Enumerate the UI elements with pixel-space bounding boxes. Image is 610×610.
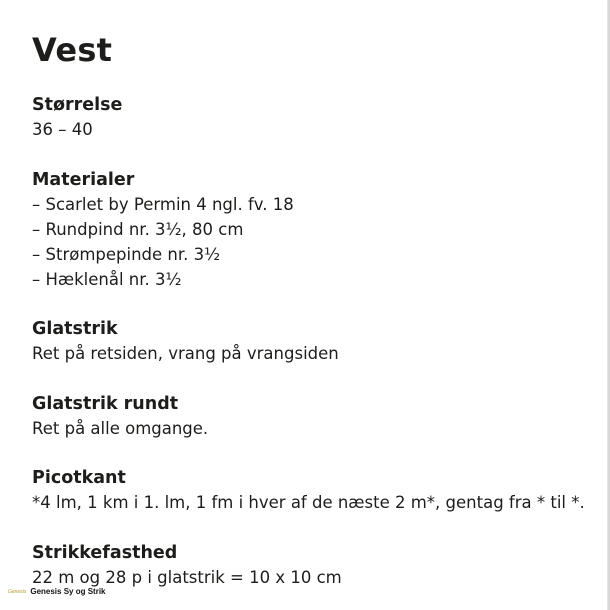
picot-section (32, 466, 585, 515)
picot-text: *4 lm, 1 km i 1. lm, 1 fm i hver af de næste 2 m*, gentag fra * til *. (32, 493, 585, 512)
stockinette-section (32, 317, 339, 366)
size-section (32, 93, 122, 142)
stockinette-heading: Glatstrik (32, 319, 118, 339)
footer-text: Genesis Sy og Strik (30, 587, 106, 596)
materials-item-crochet-hook: – Hæklenål nr. 3½ (32, 270, 182, 289)
materials-item-yarn: – Scarlet by Permin 4 ngl. fv. 18 (32, 195, 294, 214)
gauge-text: 22 m og 28 p i glatstrik = 10 x 10 cm (32, 568, 342, 587)
materials-list (32, 192, 294, 292)
materials-item-circular-needle: – Rundpind nr. 3½, 80 cm (32, 220, 244, 239)
size-heading: Størrelse (32, 95, 123, 115)
stockinette-text: Ret på retsiden, vrang på vrangsiden (32, 344, 339, 363)
footer-watermark (8, 586, 105, 598)
materials-section (32, 168, 294, 292)
materials-item-dpn: – Strømpepinde nr. 3½ (32, 245, 221, 264)
gauge-heading: Strikkefasthed (32, 543, 178, 563)
gauge-section (32, 541, 342, 590)
genesis-logo: Genesis (8, 589, 27, 595)
stockinette-round-text: Ret på alle omgange. (32, 419, 209, 438)
size-value: 36 – 40 (32, 120, 93, 139)
picot-heading: Picotkant (32, 468, 126, 488)
stockinette-round-section (32, 392, 208, 441)
materials-heading: Materialer (32, 170, 135, 190)
stockinette-round-heading: Glatstrik rundt (32, 394, 179, 414)
page-title: Vest (32, 31, 113, 69)
